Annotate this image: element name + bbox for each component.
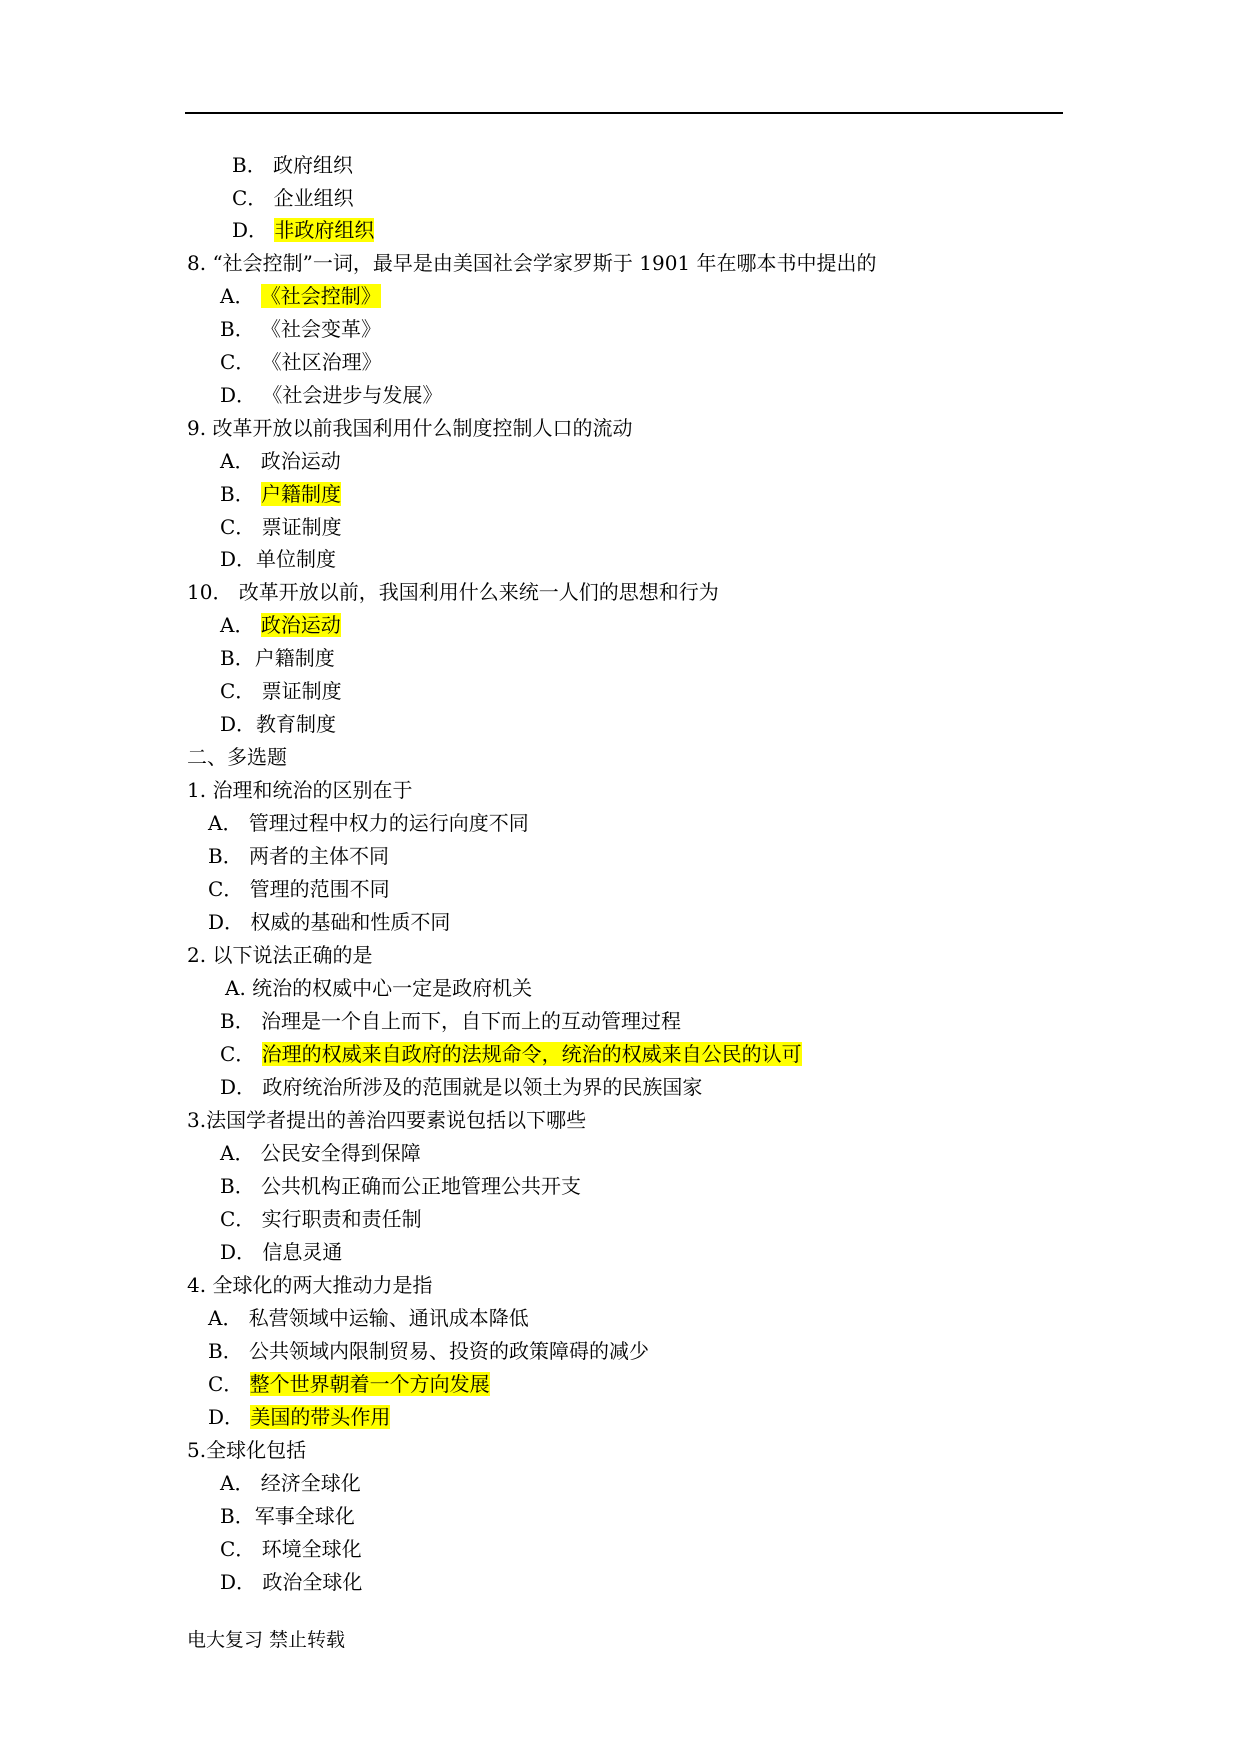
line-text: C． 管理的范围不同	[208, 877, 390, 901]
text-line	[187, 1107, 586, 1133]
highlighted-text: 美国的带头作用	[250, 1405, 391, 1429]
text-line	[220, 514, 342, 540]
line-text: B． 政府组织	[232, 153, 354, 177]
text-line	[220, 316, 381, 342]
highlighted-answer-line	[220, 283, 381, 309]
line-text: D．教育制度	[220, 712, 337, 736]
option-marker: C．	[208, 1372, 250, 1396]
line-text: A． 私营领域中运输、通讯成本降低	[208, 1306, 529, 1330]
text-line	[220, 1536, 362, 1562]
text-line	[220, 1206, 422, 1232]
text-line	[187, 777, 412, 803]
text-line	[208, 1338, 649, 1364]
line-text: A． 公民安全得到保障	[220, 1141, 421, 1165]
line-text: A. 统治的权威中心一定是政府机关	[225, 976, 533, 1000]
option-marker: A．	[220, 284, 261, 308]
line-text: 3.法国学者提出的善治四要素说包括以下哪些	[187, 1108, 587, 1132]
line-text: 8. “社会控制”一词，最早是由美国社会学家罗斯于 1901 年在哪本书中提出的	[187, 251, 877, 275]
option-marker: B．	[220, 482, 262, 506]
option-marker: D．	[232, 218, 275, 242]
line-text: C． 环境全球化	[220, 1537, 362, 1561]
highlighted-answer-line	[208, 1371, 490, 1397]
line-text: D．单位制度	[220, 547, 337, 571]
text-line	[220, 382, 442, 408]
line-text: C． 《社区治理》	[220, 350, 382, 374]
line-text: C． 企业组织	[232, 186, 354, 210]
line-text: D． 政府统治所涉及的范围就是以领土为界的民族国家	[220, 1075, 703, 1099]
line-text: 9. 改革开放以前我国利用什么制度控制人口的流动	[187, 416, 633, 440]
line-text: 二、多选题	[187, 745, 287, 769]
text-line	[225, 975, 532, 1001]
line-text: A． 管理过程中权力的运行向度不同	[208, 811, 529, 835]
line-text: D． 《社会进步与发展》	[220, 383, 443, 407]
line-text: 1. 治理和统治的区别在于	[187, 778, 413, 802]
text-line	[220, 1074, 702, 1100]
highlighted-answer-line	[220, 612, 341, 638]
line-text: 10． 改革开放以前，我国利用什么来统一人们的思想和行为	[187, 580, 719, 604]
line-text: B． 《社会变革》	[220, 317, 382, 341]
highlighted-answer-line	[208, 1404, 390, 1430]
text-line	[220, 1008, 681, 1034]
line-text: B． 公共机构正确而公正地管理公共开支	[220, 1174, 582, 1198]
text-line	[220, 1173, 581, 1199]
text-line	[220, 645, 335, 671]
highlighted-answer-line	[232, 217, 374, 243]
line-text: 2. 以下说法正确的是	[187, 943, 373, 967]
text-line	[220, 546, 336, 572]
option-marker: D．	[208, 1405, 251, 1429]
text-line	[187, 1272, 432, 1298]
line-text: B． 两者的主体不同	[208, 844, 390, 868]
highlighted-answer-line	[220, 1041, 802, 1067]
line-text: C． 票证制度	[220, 679, 342, 703]
line-text: B． 公共领域内限制贸易、投资的政策障碍的减少	[208, 1339, 650, 1363]
line-text: B． 治理是一个自上而下，自下而上的互动管理过程	[220, 1009, 682, 1033]
footer-text: 电大复习 禁止转载	[187, 1629, 346, 1651]
text-line	[220, 1140, 421, 1166]
text-line	[220, 711, 336, 737]
text-line	[232, 152, 353, 178]
text-line	[220, 678, 342, 704]
text-line	[220, 448, 341, 474]
line-text: B．军事全球化	[220, 1504, 355, 1528]
header-rule	[185, 112, 1063, 114]
highlighted-text: 《社会控制》	[260, 284, 381, 308]
text-line	[187, 942, 372, 968]
text-line	[187, 579, 719, 605]
line-text: C． 实行职责和责任制	[220, 1207, 422, 1231]
text-line	[187, 250, 877, 276]
line-text: B．户籍制度	[220, 646, 335, 670]
highlighted-text: 整个世界朝着一个方向发展	[249, 1372, 490, 1396]
line-text: D． 信息灵通	[220, 1240, 343, 1264]
option-marker: A．	[220, 613, 261, 637]
option-marker: C．	[220, 1042, 262, 1066]
text-line	[208, 843, 389, 869]
text-line	[220, 1569, 362, 1595]
text-line	[187, 744, 287, 770]
highlighted-text: 户籍制度	[261, 482, 342, 506]
line-text: 4. 全球化的两大推动力是指	[187, 1273, 433, 1297]
text-line	[208, 810, 529, 836]
text-line	[208, 1305, 529, 1331]
text-line	[208, 909, 450, 935]
highlighted-text: 非政府组织	[274, 218, 375, 242]
line-text: D． 权威的基础和性质不同	[208, 910, 451, 934]
text-line	[208, 876, 390, 902]
text-line	[220, 349, 382, 375]
text-line	[220, 1470, 361, 1496]
line-text: 5.全球化包括	[187, 1438, 307, 1462]
line-text: A． 经济全球化	[220, 1471, 361, 1495]
text-line	[187, 415, 632, 441]
text-line	[220, 1503, 355, 1529]
highlighted-answer-line	[220, 481, 341, 507]
text-line	[220, 1239, 342, 1265]
highlighted-text: 政治运动	[260, 613, 341, 637]
line-text: C． 票证制度	[220, 515, 342, 539]
highlighted-text: 治理的权威来自政府的法规命令，统治的权威来自公民的认可	[261, 1042, 802, 1066]
text-line	[187, 1437, 306, 1463]
line-text: D． 政治全球化	[220, 1570, 363, 1594]
line-text: A． 政治运动	[220, 449, 341, 473]
text-line	[232, 185, 354, 211]
